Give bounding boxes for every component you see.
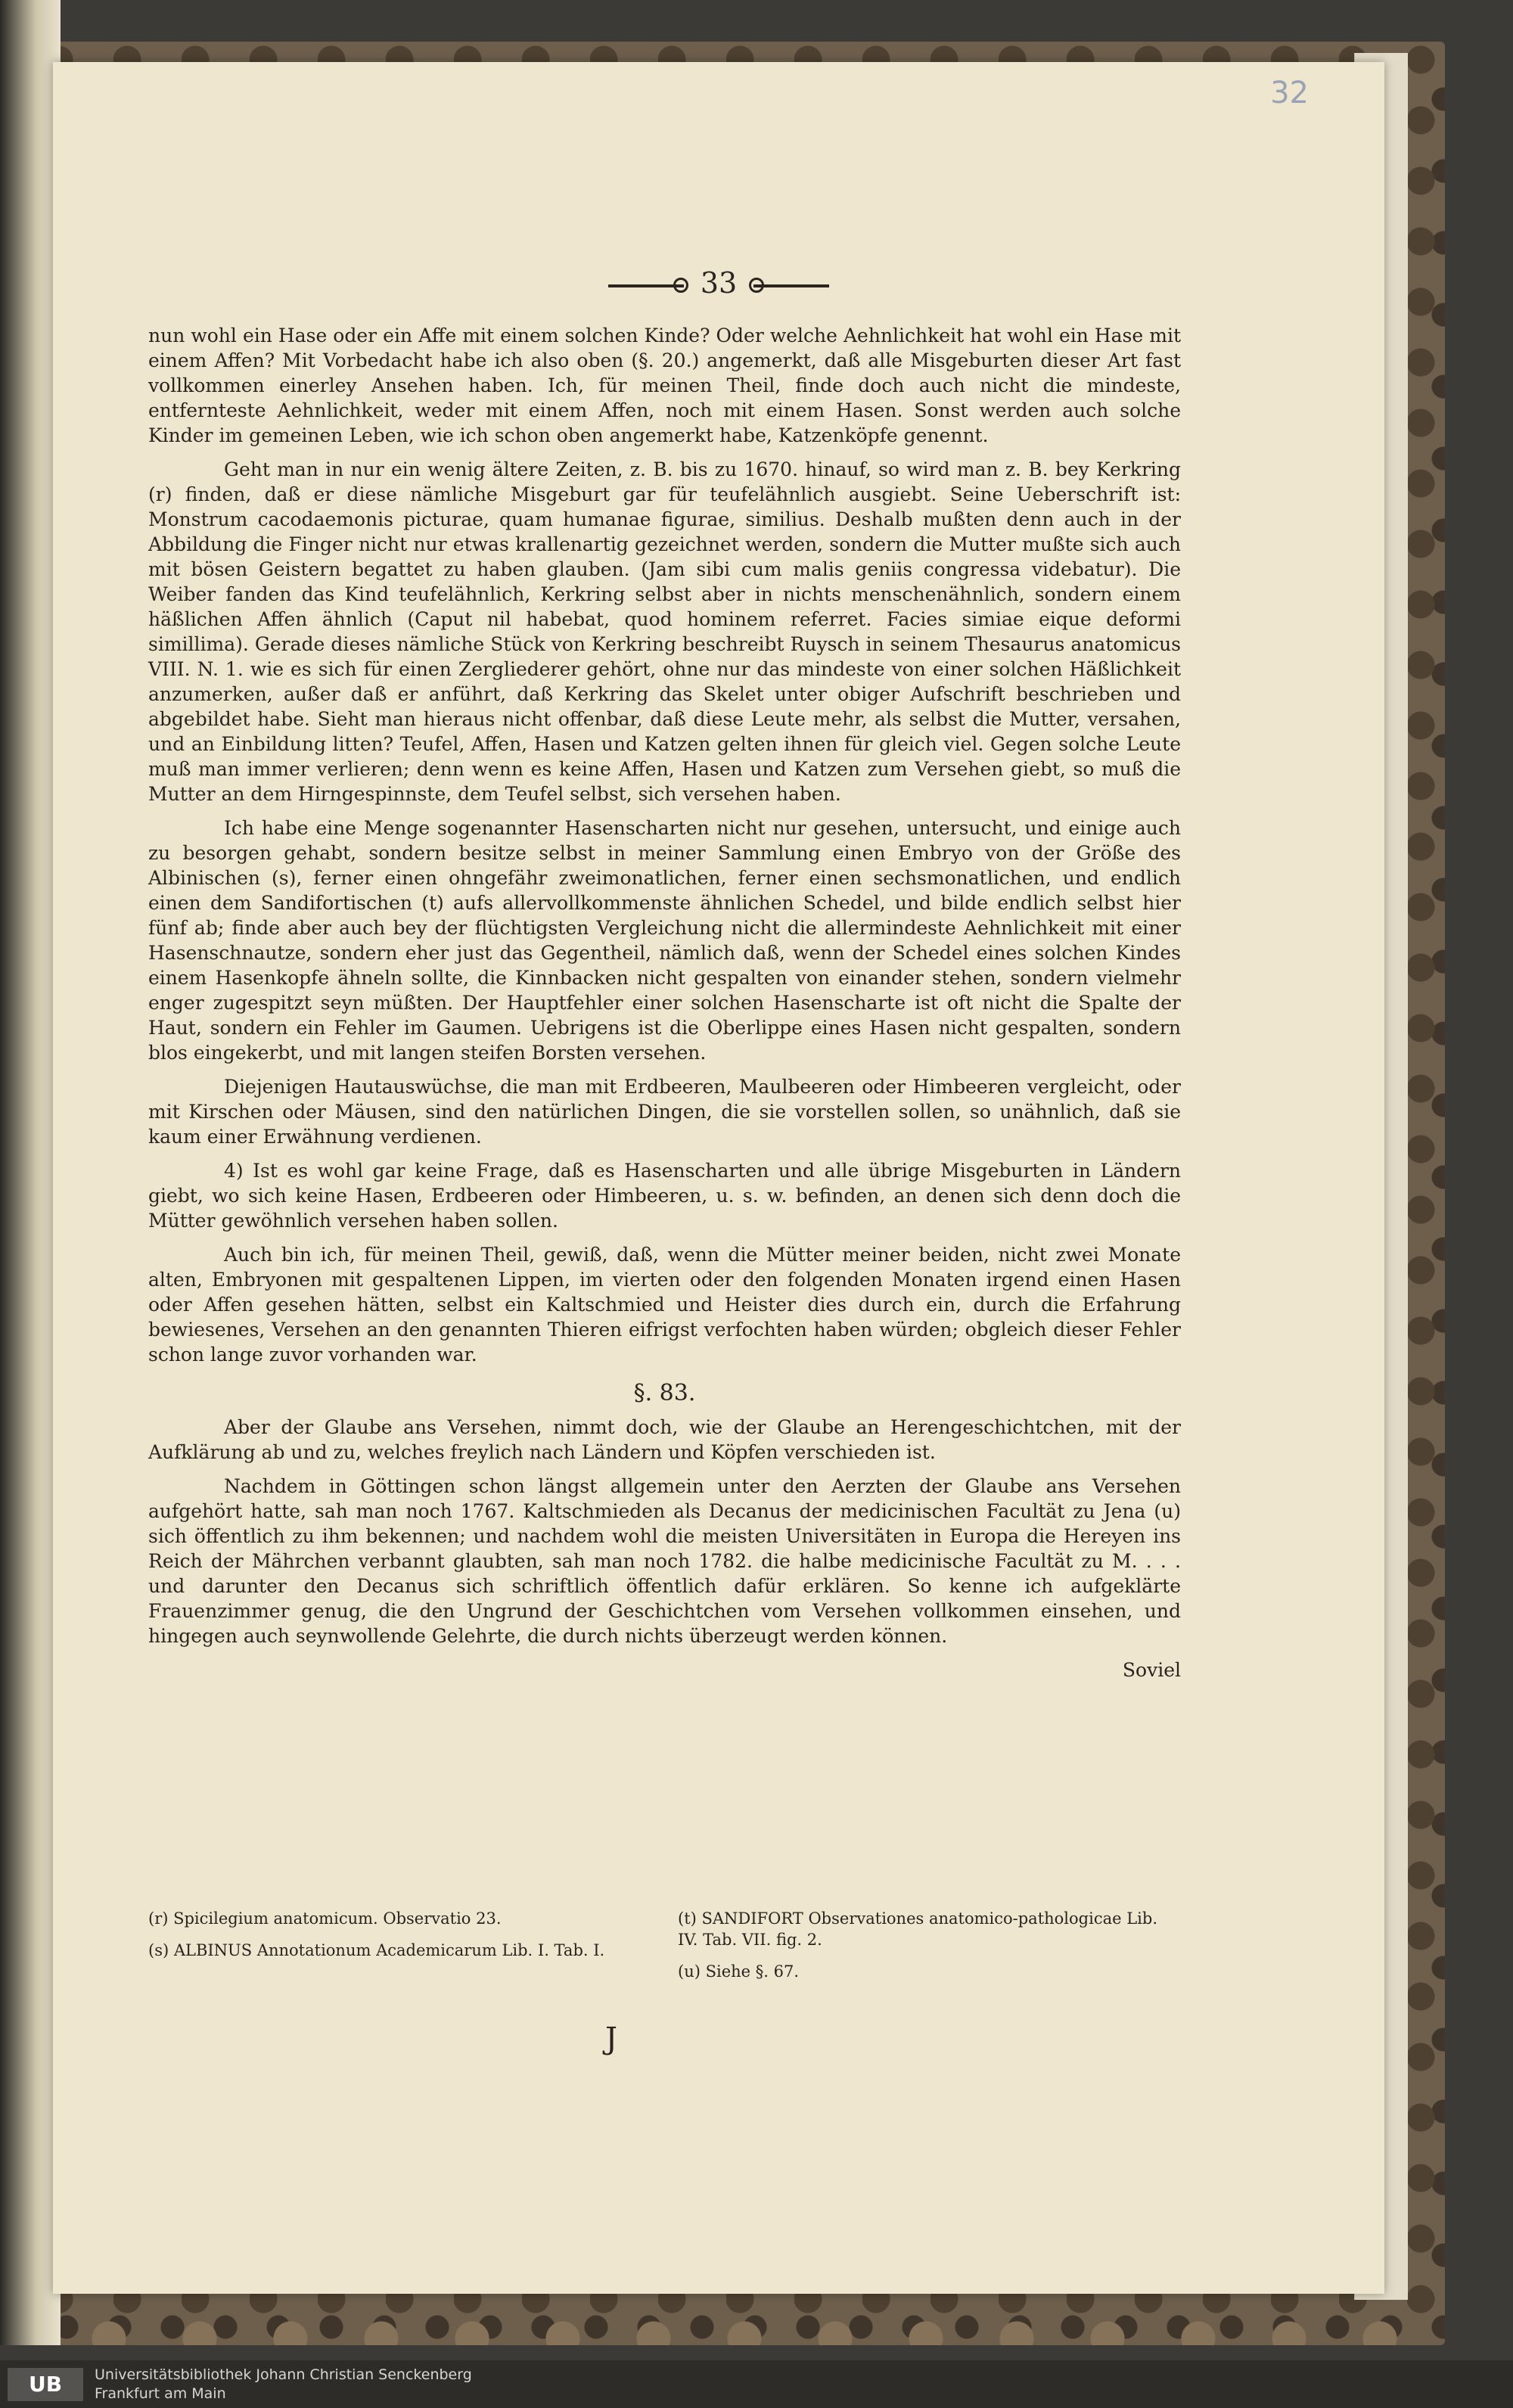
footnotes-left <box>148 1908 648 1971</box>
library-city: Frankfurt am Main <box>95 2385 226 2402</box>
paragraph: Aber der Glaube ans Versehen, nimmt doch, wie der Glaube an Herengeschichtchen, mit der Aufklärung ab und zu, welches freylich nach Ländern und Köpfen verschieden ist. <box>148 1416 1181 1463</box>
footnote: (s) ALBINUS Annotationum Academicarum Lib. I. Tab. I. <box>148 1941 605 1959</box>
footnote: (r) Spicilegium anatomicum. Observatio 23. <box>148 1909 502 1928</box>
ub-logo: UB <box>8 2368 83 2401</box>
footnotes-right <box>678 1908 1181 1993</box>
document-page <box>53 62 1384 2294</box>
footnote: (t) SANDIFORT Observationes anatomico-pathologicae Lib. IV. Tab. VII. fig. 2. <box>678 1909 1157 1949</box>
signature-mark: J <box>605 2021 618 2056</box>
paragraph: Nachdem in Göttingen schon längst allgemein unter den Aerzten der Glaube ans Versehen aufgehört hatte, sah man noch 1767. Kaltschmieden als Decanus der medicinischen Facultät zu Jena (u) sich öffentlich zu ihm bekennen; und nachdem wohl die meisten Universitäten in Europa die Hereyen ins Reich der Mährchen verbannt glaubten, sah man noch 1782. die halbe medicinische Facultät zu M. . . . und darunter den Decanus sich schriftlich öffentlich dafür erklären. So kenne ich aufgeklärte Frauenzimmer genug, die den Ungrund der Geschichtchen vom Versehen vollkommen einsehen, und hingegen auch seynwollende Gelehrte, die durch nichts überzeugt werden können. <box>148 1475 1181 1647</box>
library-footer <box>0 2360 1513 2408</box>
page-number: 33 <box>700 266 738 300</box>
footnote: (u) Siehe §. 67. <box>678 1962 799 1981</box>
paragraph: nun wohl ein Hase oder ein Affe mit einem solchen Kinde? Oder welche Aehnlichkeit hat wohl ein Hase mit einem Affen? Mit Vorbedacht habe ich also oben (§. 20.) angemerkt, daß alle Misgeburten dieser Art fast vollkommen einerley Ansehen haben. Ich, für meinen Theil, finde doch auch nicht die mindeste, entfernteste Aehnlichkeit, weder mit einem Affen, noch mit einem Hasen. Sonst werden auch solche Kinder im gemeinen Leben, wie ich schon oben angemerkt habe, Katzenköpfe genennt. <box>148 325 1181 446</box>
paragraph: Ich habe eine Menge sogenannter Hasenscharten nicht nur gesehen, untersucht, und einige auch zu besorgen gehabt, sondern besitze selbst in meiner Sammlung einen Embryo von der Größe des Albinischen (s), ferner einen ohngefähr zweimonatlichen, ferner einen sechsmonatlichen, und endlich einen dem Sandifortischen (t) aufs allervollkommenste ähnlichen Schedel, und bilde endlich selbst hier fünf ab; finde aber auch bey der flüchtigsten Vergleichung nicht die allermindeste Aehnlichkeit mit einer Hasenschnautze, sondern eher just das Gegentheil, nämlich daß, wenn der Schedel eines solchen Kindes einem Hasenkopfe ähneln sollte, die Kinnbacken nicht gespalten von einander stehen, sondern vielmehr enger zugespitzt seyn müßten. Der Hauptfehler einer solchen Hasenscharte ist oft nicht die Spalte der Haut, sondern ein Fehler im Gaumen. Uebrigens ist die Oberlippe eines Hasen nicht gespalten, sondern blos eingekerbt, und mit langen steifen Borsten versehen. <box>148 817 1181 1064</box>
folio-number: 32 <box>1270 76 1309 110</box>
paragraph: Diejenigen Hautauswüchse, die man mit Erdbeeren, Maulbeeren oder Himbeeren vergleicht, oder mit Kirschen oder Mäusen, sind den natürlichen Dingen, die sie vorstellen sollen, so unähnlich, daß sie kaum einer Erwähnung verdienen. <box>148 1076 1181 1148</box>
left-page-edge <box>0 0 61 2345</box>
section-heading: §. 83. <box>633 1380 696 1406</box>
paragraph: Geht man in nur ein wenig ältere Zeiten, z. B. bis zu 1670. hinauf, so wird man z. B. bey Kerkring (r) finden, daß er diese nämliche Misgeburt gar für teufelähnlich ausgiebt. Seine Ueberschrift ist: Monstrum cacodaemonis picturae, quam humanae figurae, similius. Deshalb mußten denn auch in der Abbildung die Finger nicht nur etwas krallenartig gezeichnet werden, sondern die Mutter mußte sich auch mit bösen Geistern begattet zu haben glauben. (Jam sibi cum malis geniis congressa videbatur). Die Weiber fanden das Kind teufelähnlich, Kerkring selbst aber in nichts menschenähnlich, sondern einem häßlichen Affen ähnlich (Caput nil habebat, quod hominem referret. Facies simiae eique deformi simillima). Gerade dieses nämliche Stück von Kerkring beschreibt Ruysch in seinem Thesaurus anatomicus VIII. N. 1. wie es sich für einen Zergliederer gehört, ohne nur das mindeste von einer solchen Häßlichkeit anzumerken, außer daß er anführt, daß Kerkring das Skelet unter obiger Aufschrift beschrieben und abgebildet habe. Sieht man hieraus nicht offenbar, daß diese Leute mehr, als selbst die Mutter, versahen, und an Einbildung litten? Teufel, Affen, Hasen und Katzen gelten ihnen für gleich viel. Gegen solche Leute muß man immer verlieren; denn wenn es keine Affen, Hasen und Katzen zum Versehen giebt, so muß die Mutter an dem Hirngespinnste, dem Teufel selbst, sich versehen haben. <box>148 458 1181 805</box>
body-text <box>148 323 1181 1682</box>
ornament-right-icon <box>753 284 829 287</box>
paragraph: 4) Ist es wohl gar keine Frage, daß es Hasenscharten und alle übrige Misgeburten in Ländern giebt, wo sich keine Hasen, Erdbeeren oder Himbeeren, u. s. w. befinden, an denen sich denn doch die Mütter gewöhnlich versehen haben sollen. <box>148 1160 1181 1232</box>
ornament-left-icon <box>608 284 684 287</box>
paragraph: Auch bin ich, für meinen Theil, gewiß, daß, wenn die Mütter meiner beiden, nicht zwei Monate alten, Embryonen mit gespaltenen Lippen, im vierten oder den folgenden Monaten irgend einen Hasen oder Affen gesehen hätten, selbst ein Kaltschmied und Heister dies durch ein, durch die Erfahrung bewiesenes, Versehen an den genannten Thieren eifrigst verfochten haben würden; obgleich dieser Fehler schon lange zuvor vorhanden war. <box>148 1244 1181 1366</box>
page-header <box>53 266 1384 300</box>
library-name: Universitätsbibliothek Johann Christian Senckenberg <box>95 2366 472 2383</box>
catchword: Soviel <box>1122 1659 1181 1681</box>
